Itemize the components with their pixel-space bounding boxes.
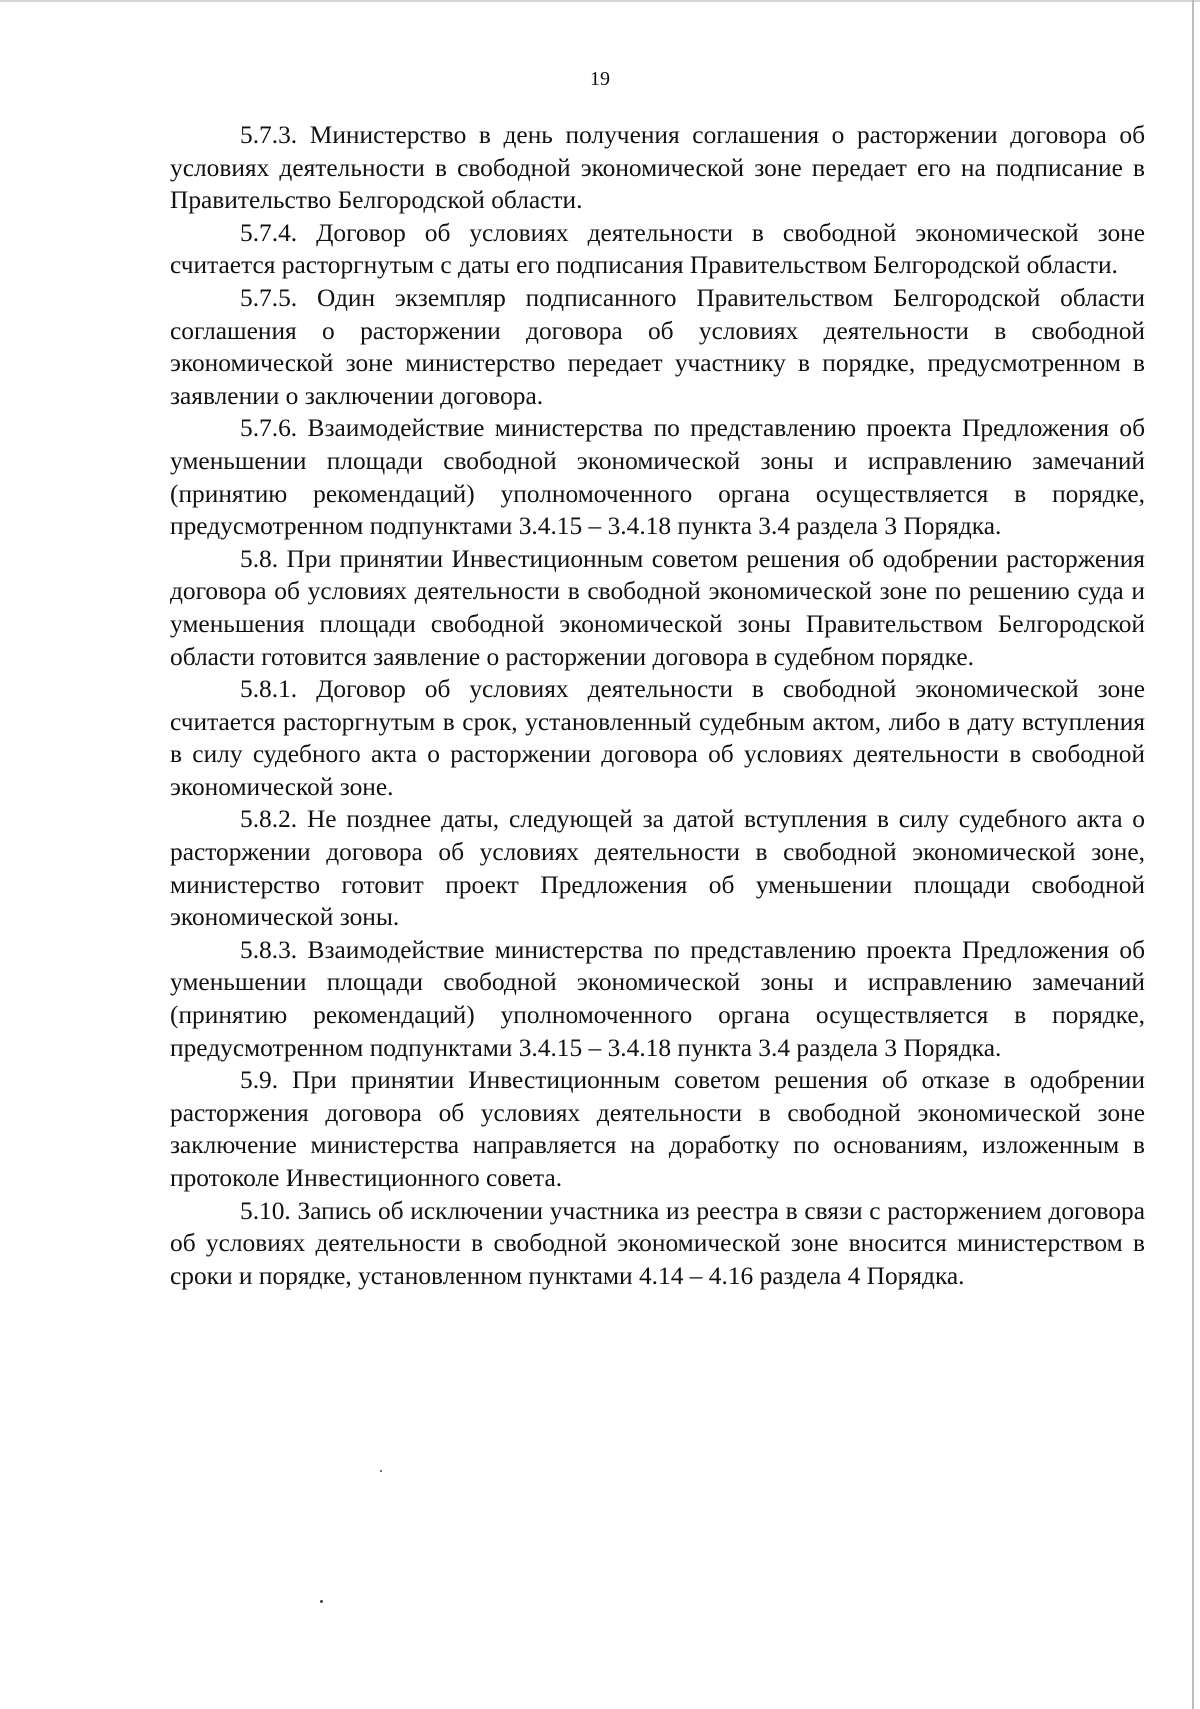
scan-edge-top (0, 0, 1200, 2)
paragraph-5-7-5: 5.7.5. Один экземпляр подписанного Правительством Белгородской области соглашения о расторжении договора об условиях деятельности в свободной экономической зоне министерство передает участнику в порядке, предусмотренном в заявлении о заключении договора. (170, 283, 1145, 410)
paragraph-5-7-3: 5.7.3. Министерство в день получения соглашения о расторжении договора об условиях деятельности в свободной экономической зоне передает его на подписание в Правительство Белгородской области. (170, 121, 1145, 215)
paragraph-5-8-3: 5.8.3. Взаимодействие министерства по представлению проекта Предложения об уменьшении площади свободной экономической зоны и исправлению замечаний (принятию рекомендаций) уполномоченного органа осуществляется в порядке, предусмотренном подпунктами 3.4.15 – 3.4.18 пункта 3.4 раздела 3 Порядка. (170, 935, 1145, 1062)
paragraph-5-8-1: 5.8.1. Договор об условиях деятельности в свободной экономической зоне считается расторгнутым в срок, установленный судебным актом, либо в дату вступления в силу судебного акта о расторжении договора об условиях деятельности в свободной экономической зоне. (170, 675, 1145, 801)
paragraph-5-8: 5.8. При принятии Инвестиционным советом решения об одобрении расторжения договора об условиях деятельности в свободной экономической зоне по решению суда и уменьшения площади свободной экономической зоны Правительством Белгородской области готовится заявление о расторжении договора в судебном порядке. (170, 544, 1145, 671)
scan-speck (320, 1600, 323, 1603)
paragraph-5-7-6: 5.7.6. Взаимодействие министерства по представлению проекта Предложения об уменьшении площади свободной экономической зоны и исправлению замечаний (принятию рекомендаций) уполномоченного органа осуществляется в порядке, предусмотренном подпунктами 3.4.15 – 3.4.18 пункта 3.4 раздела 3 Порядка. (170, 414, 1145, 541)
scan-speck (380, 1470, 382, 1472)
document-body (170, 119, 1145, 1292)
paragraph-5-9: 5.9. При принятии Инвестиционным советом решения об отказе в одобрении расторжения договора об условиях деятельности в свободной экономической зоне заключение министерства направляется на доработку по основаниям, изложенным в протоколе Инвестиционного совета. (170, 1066, 1145, 1192)
page-number: 19 (590, 68, 610, 90)
paragraph-5-8-2: 5.8.2. Не позднее даты, следующей за датой вступления в силу судебного акта о расторжении договора об условиях деятельности в свободной экономической зоне, министерство готовит проект Предложения об уменьшении площади свободной экономической зоны. (170, 805, 1145, 932)
paragraph-5-7-4: 5.7.4. Договор об условиях деятельности в свободной экономической зоне считается расторгнутым с даты его подписания Правительством Белгородской области. (170, 218, 1145, 280)
paragraph-5-10: 5.10. Запись об исключении участника из реестра в связи с расторжением договора об условиях деятельности в свободной экономической зоне вносится министерством в сроки и порядке, установленном пунктами 4.14 – 4.16 раздела 4 Порядка. (170, 1196, 1145, 1290)
scan-edge-right (1192, 0, 1194, 1709)
